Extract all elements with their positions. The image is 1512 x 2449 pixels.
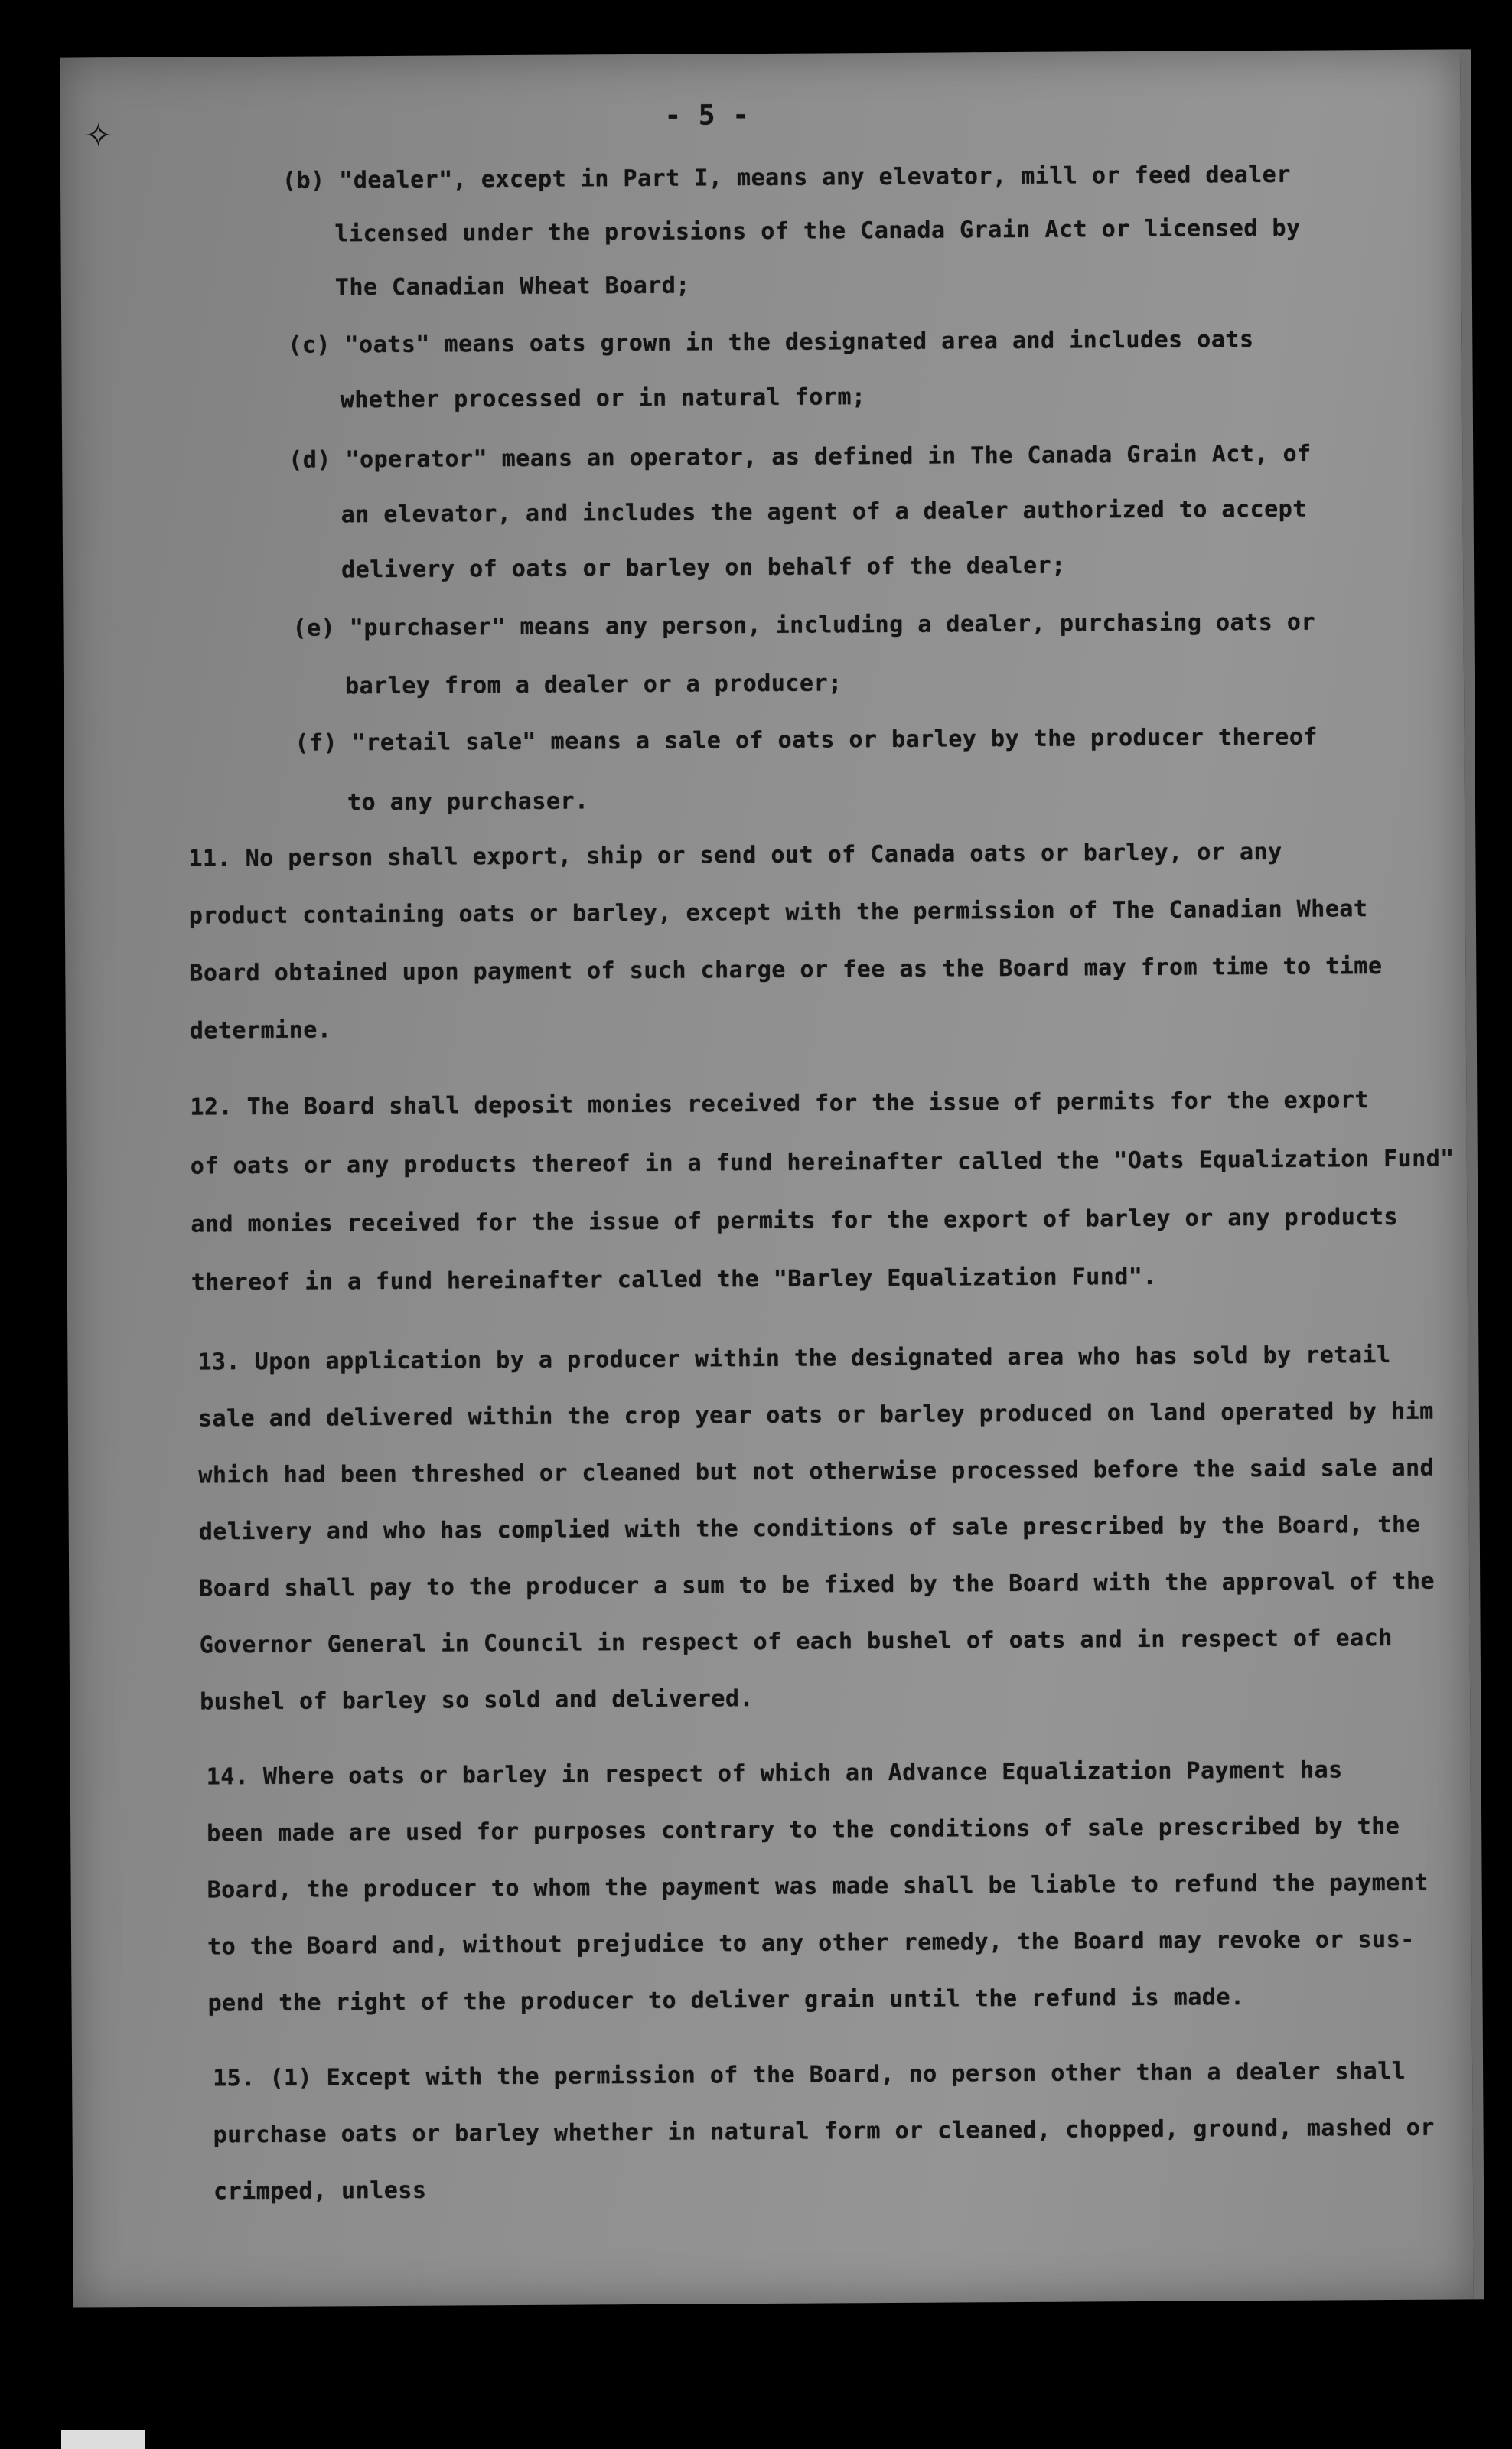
section-12-line-2: of oats or any products thereof in a fund hereinafter called the "Oats Equalization Fund" [190,1145,1455,1180]
margin-arrow-mark: ✧ [84,116,112,155]
film-edge-mark [61,2430,145,2449]
section-15-line-1: 15. (1) Except with the permission of the Board, no person other than a dealer shall [213,2057,1406,2092]
definition-b-line-2: licensed under the provisions of the Canada Grain Act or licensed by [334,214,1301,248]
section-13-line-3: which had been threshed or cleaned but not otherwise processed before the said sale and [198,1454,1435,1489]
section-12-line-1: 12. The Board shall deposit monies received for the issue of permits for the export [190,1087,1370,1121]
definition-c-line-1: (c) "oats" means oats grown in the designated area and includes oats [288,326,1254,359]
section-12-line-4: thereof in a fund hereinafter called the "Barley Equalization Fund". [191,1263,1158,1296]
section-15-line-2: purchase oats or barley whether in natural form or cleaned, chopped, ground, mashed or [213,2114,1435,2149]
definition-d-line-1: (d) "operator" means an operator, as defined in The Canada Grain Act, of [288,440,1312,474]
section-13-line-2: sale and delivered within the crop year oats or barley produced on land operated by him [197,1397,1434,1433]
definition-e-line-1: (e) "purchaser" means any person, including a dealer, purchasing oats or [292,608,1316,642]
section-11-line-4: determine. [189,1016,332,1045]
definition-b-line-1: (b) "dealer", except in Part I, means any elevator, mill or feed dealer [282,161,1291,194]
section-11-line-1: 11. No person shall export, ship or send out of Canada oats or barley, or any [188,838,1282,872]
section-14-line-5: pend the right of the producer to deliver grain until the refund is made. [207,1984,1245,2017]
definition-c-line-2: whether processed or in natural form; [340,383,866,414]
document-page [60,49,1474,2307]
section-13-line-6: Governor General in Council in respect of each bushel of oats and in respect of each [199,1624,1393,1659]
section-14-line-4: to the Board and, without prejudice to any other remedy, the Board may revoke or sus- [207,1926,1415,1961]
section-14-line-2: been made are used for purposes contrary to the conditions of sale prescribed by the [207,1812,1400,1847]
definition-d-line-3: delivery of oats or barley on behalf of the dealer; [341,552,1066,584]
definition-e-line-2: barley from a dealer or a producer; [344,670,842,700]
section-13-line-1: 13. Upon application by a producer within the designated area who has sold by retail [197,1341,1391,1376]
definition-f-line-2: to any purchaser. [347,788,589,817]
section-13-line-5: Board shall pay to the producer a sum to be fixed by the Board with the approval of the [199,1567,1435,1603]
section-11-line-2: product containing oats or barley, except with the permission of The Canadian Wheat [188,895,1368,930]
section-15-line-3: crimped, unless [213,2177,427,2206]
section-14-line-1: 14. Where oats or barley in respect of which an Advance Equalization Payment has [206,1756,1343,1791]
section-11-line-3: Board obtained upon payment of such charge or fee as the Board may from time to time [189,953,1383,987]
section-12-line-3: and monies received for the issue of permits for the export of barley or any products [191,1203,1399,1238]
section-13-line-4: delivery and who has complied with the conditions of sale prescribed by the Board, the [198,1511,1421,1546]
definition-f-line-1: (f) "retail sale" means a sale of oats or barley by the producer thereof [295,723,1318,757]
definition-b-line-3: The Canadian Wheat Board; [334,272,691,302]
section-14-line-3: Board, the producer to whom the payment was made shall be liable to refund the payment [207,1869,1429,1904]
section-13-line-7: bushel of barley so sold and delivered. [200,1685,754,1716]
definition-d-line-2: an elevator, and includes the agent of a dealer authorized to accept [341,495,1307,529]
page-number: - 5 - [664,99,750,132]
